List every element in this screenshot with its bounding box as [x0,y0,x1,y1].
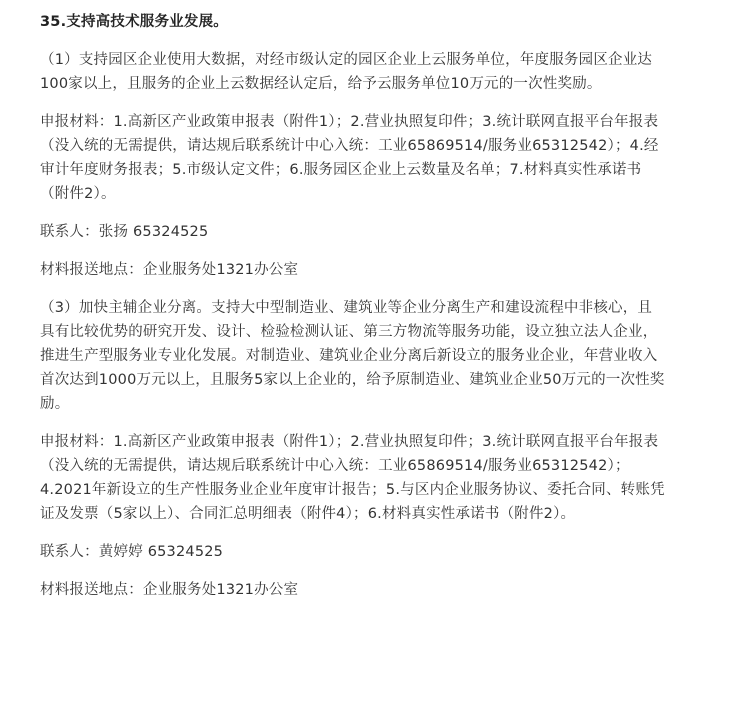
item1-materials-line: （附件2）。 [40,186,116,202]
item3-line: 首次达到1000万元以上，且服务5家以上企业的，给予原制造业、建筑业企业50万元的一次性奖 [40,372,665,388]
item1-materials-line: （没入统的无需提供，请达规后联系统计中心入统：工业65869514/服务业65312542）；4.经 [40,138,659,154]
item1-line: 100家以上，且服务的企业上云数据经认定后，给予云服务单位10万元的一次性奖励。 [40,76,602,92]
section-title: 35.支持高技术服务业发展。 [40,14,228,30]
item3-location: 材料报送地点：企业服务处1321办公室 [40,582,299,598]
item3-contact: 联系人：黄婷婷 65324525 [40,544,224,560]
item3-materials-line: （没入统的无需提供，请达规后联系统计中心入统：工业65869514/服务业65312542）； [40,458,630,474]
document-body [40,10,712,616]
item1-contact: 联系人：张扬 65324525 [40,224,209,240]
item3-line: （3）加快主辅企业分离。支持大中型制造业、建筑业等企业分离生产和建设流程中非核心，且 [40,300,653,316]
item3-materials-line: 证及发票（5家以上）、合同汇总明细表（附件4）；6.材料真实性承诺书（附件2）。 [40,506,576,522]
item1-materials-line: 申报材料：1.高新区产业政策申报表（附件1）；2.营业执照复印件；3.统计联网直报平台年报表 [40,114,659,130]
item1-location: 材料报送地点：企业服务处1321办公室 [40,262,299,278]
item3-materials-line: 4.2021年新设立的生产性服务业企业年度审计报告；5.与区内企业服务协议、委托合同、转账凭 [40,482,665,498]
item1-materials [40,110,712,206]
item1-line: （1）支持园区企业使用大数据，对经市级认定的园区企业上云服务单位，年度服务园区企业达 [40,52,653,68]
item3-materials [40,430,712,526]
item3-line: 励。 [40,396,70,412]
item3-materials-line: 申报材料：1.高新区产业政策申报表（附件1）；2.营业执照复印件；3.统计联网直报平台年报表 [40,434,659,450]
item3-description [40,296,712,416]
item3-line: 具有比较优势的研究开发、设计、检验检测认证、第三方物流等服务功能，设立独立法人企业， [40,324,658,340]
item1-materials-line: 审计年度财务报表；5.市级认定文件；6.服务园区企业上云数量及名单；7.材料真实性承诺书 [40,162,642,178]
item1-description [40,48,712,96]
item3-line: 推进生产型服务业专业化发展。对制造业、建筑业企业分离后新设立的服务业企业，年营业收入 [40,348,658,364]
